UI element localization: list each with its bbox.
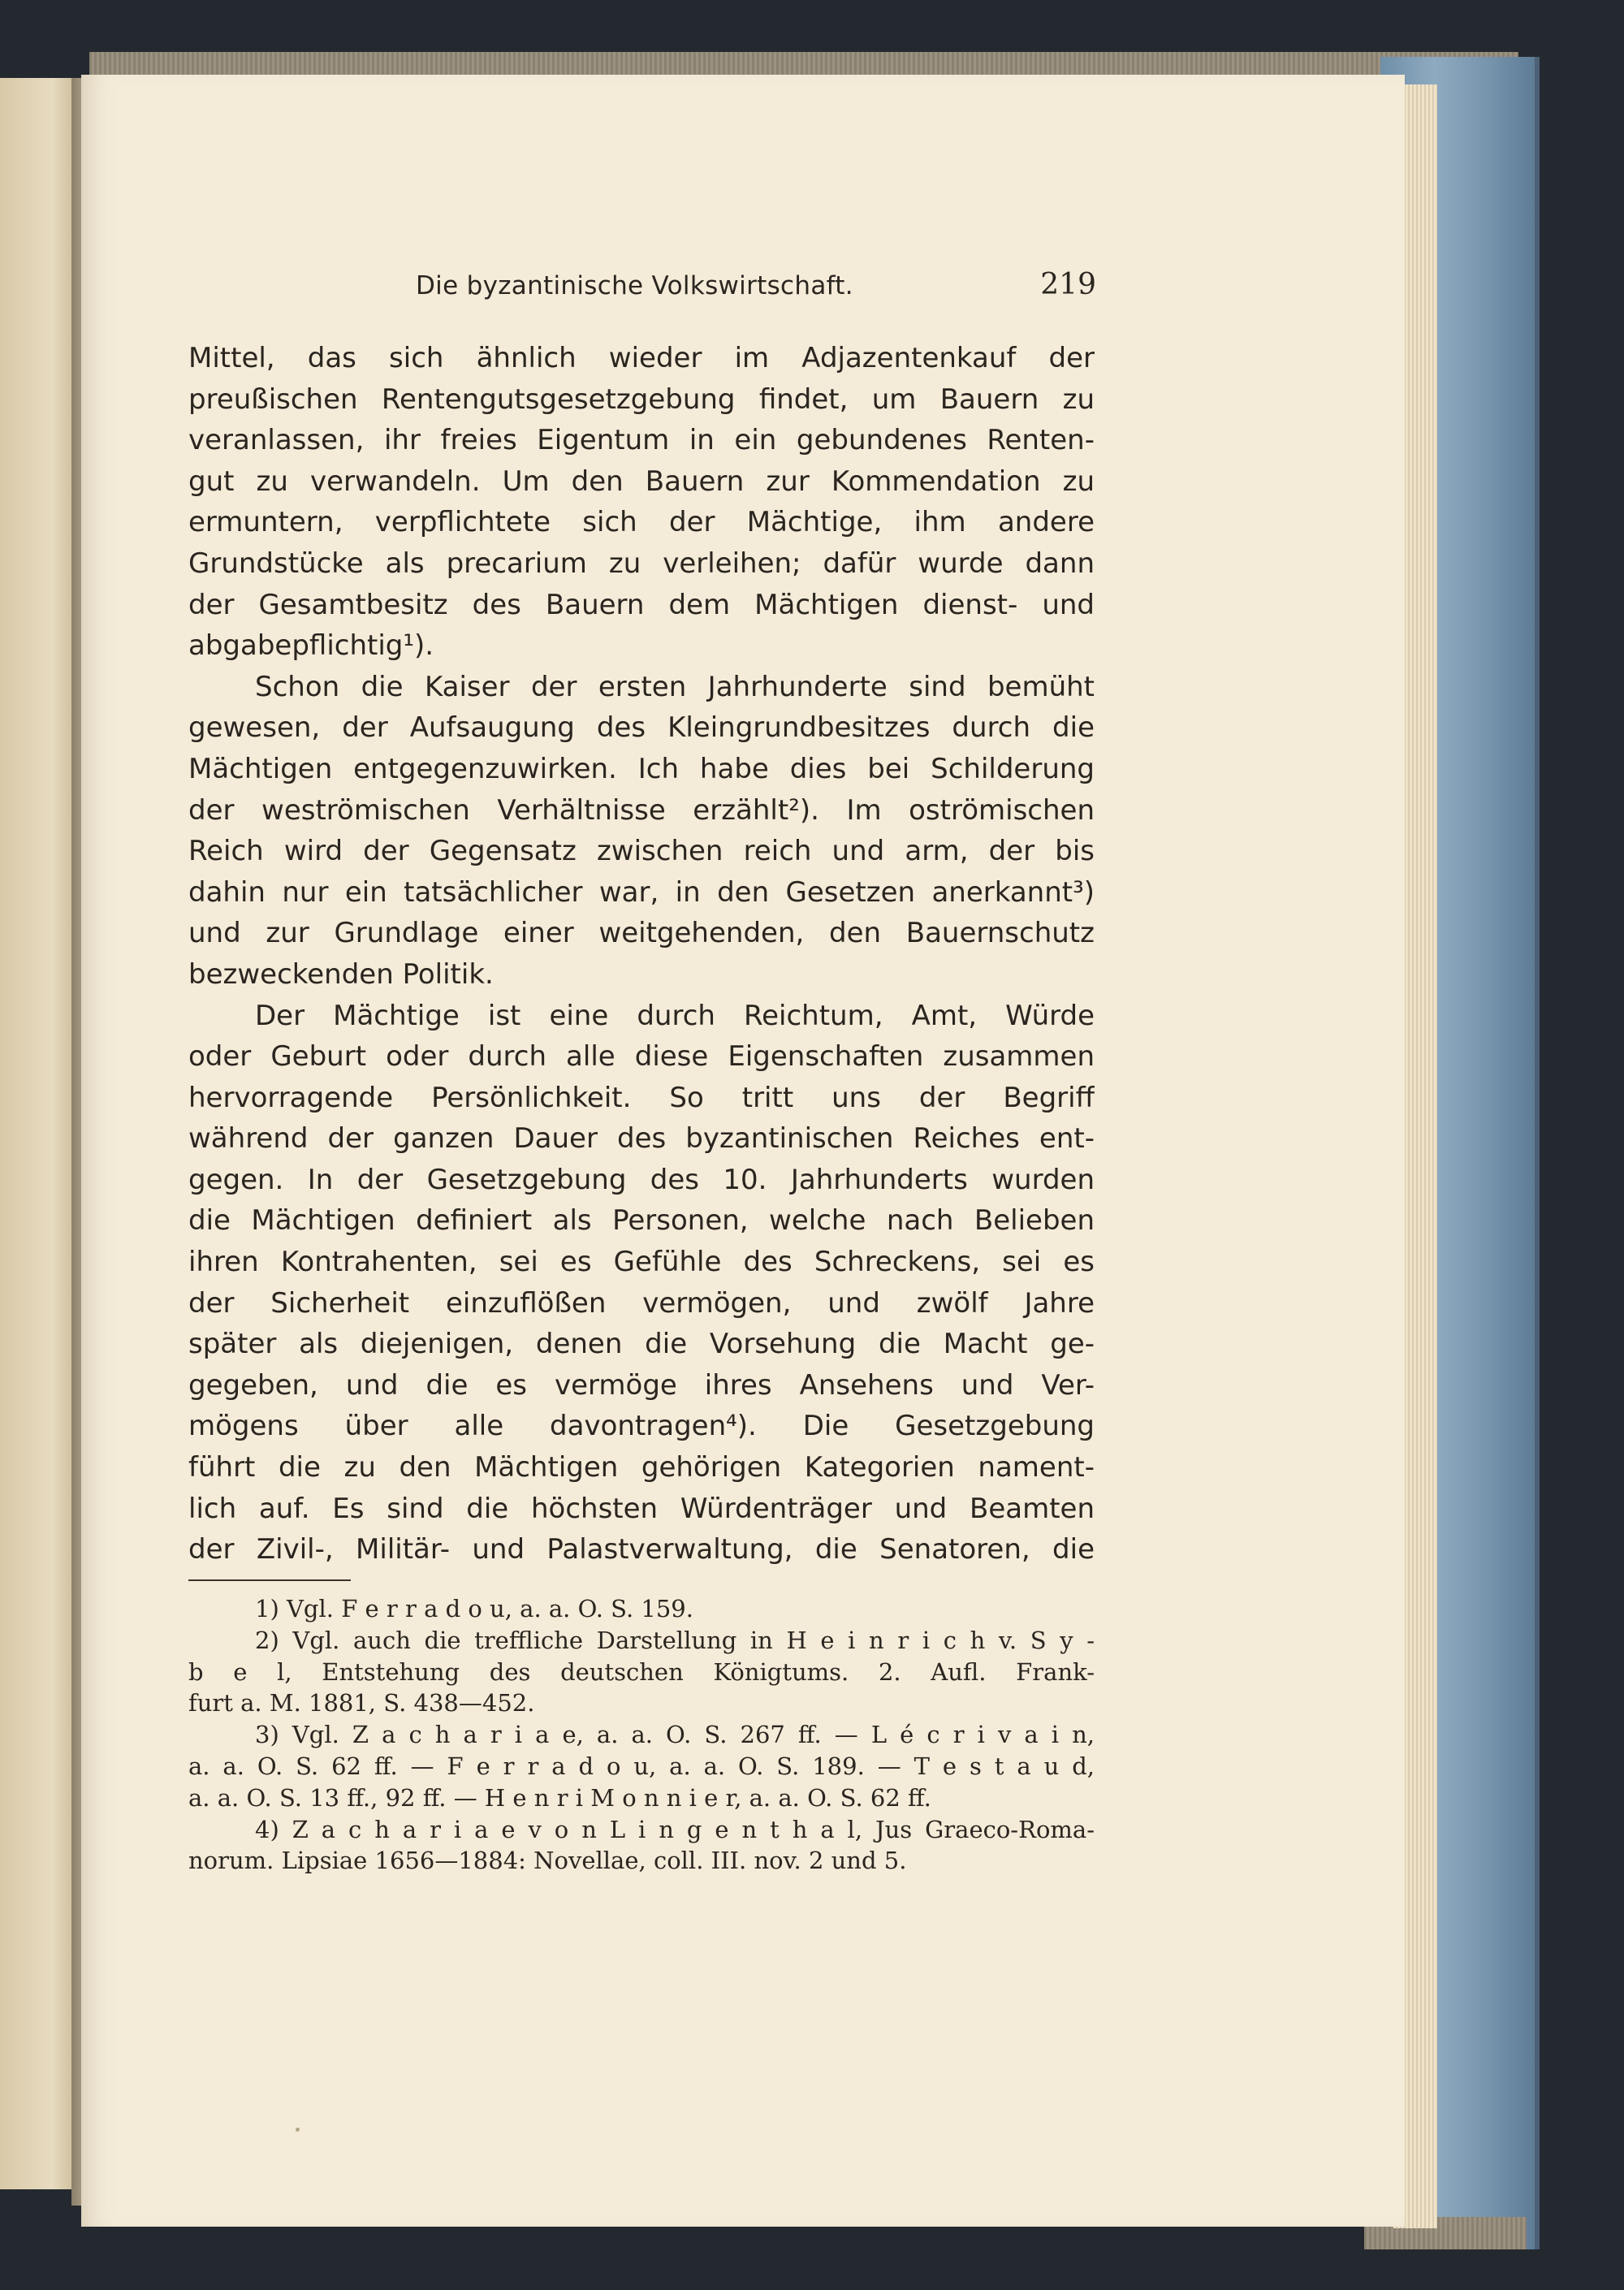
text-line: der Sicherheit einzuflößen vermögen, und zwölf Jahre	[188, 1286, 1095, 1320]
text-line: der Zivil-, Militär- und Palastverwaltung, die Senatoren, die	[188, 1533, 1095, 1566]
text-line: Der Mächtige ist eine durch Reichtum, Amt, Würde	[255, 999, 1095, 1032]
footnote-line: a. a. O. S. 13 ff., 92 ff. — H e n r i M o n n i e r, a. a. O. S. 62 ff.	[188, 1783, 931, 1812]
text-line: hervorragende Persönlichkeit. So tritt uns der Begriff	[188, 1081, 1095, 1114]
text-line: Reich wird der Gegensatz zwischen reich und arm, der bis	[188, 835, 1095, 868]
text-line: während der ganzen Dauer des byzantinischen Reiches ent-	[188, 1122, 1095, 1156]
text-line: ermuntern, verpflichtete sich der Mächtige, ihm andere	[188, 506, 1095, 539]
footnote-line: norum. Lipsiae 1656—1884: Novellae, coll. III. nov. 2 und 5.	[188, 1847, 907, 1875]
text-line: gut zu verwandeln. Um den Bauern zur Kommendation zu	[188, 464, 1095, 498]
text-line: gewesen, der Aufsaugung des Kleingrundbesitzes durch die	[188, 711, 1095, 745]
footnote-line: 3) Vgl. Z a c h a r i a e, a. a. O. S. 267 ff. — L é c r i v a i n,	[255, 1721, 1095, 1749]
text-line: ihren Kontrahenten, sei es Gefühle des Schreckens, sei es	[188, 1246, 1095, 1279]
footnote-line: 4) Z a c h a r i a e v o n L i n g e n t h a l, Jus Graeco-Roma-	[255, 1815, 1095, 1843]
text-line: Grundstücke als precarium zu verleihen; dafür wurde dann	[188, 547, 1095, 580]
footnote-line: 1) Vgl. F e r r a d o u, a. a. O. S. 159.	[255, 1595, 693, 1622]
footnote-line: b e l, Entstehung des deutschen Königtums. 2. Aufl. Frank-	[188, 1657, 1095, 1686]
facing-page-edge	[0, 78, 75, 2189]
text-line: dahin nur ein tatsächlicher war, in den Gesetzen anerkannt³)	[188, 875, 1095, 909]
text-line: oder Geburt oder durch alle diese Eigenschaften zusammen	[188, 1040, 1095, 1074]
text-line: gegeben, und die es vermöge ihres Ansehens und Ver-	[188, 1368, 1095, 1402]
text-line: lich auf. Es sind die höchsten Würdenträger und Beamten	[188, 1492, 1095, 1525]
footnote-separator	[188, 1579, 351, 1581]
text-line: veranlassen, ihr freies Eigentum in ein gebundenes Renten-	[188, 424, 1095, 457]
text-line: führt die zu den Mächtigen gehörigen Kategorien nament-	[188, 1451, 1095, 1484]
text-line: und zur Grundlage einer weitgehenden, den Bauernschutz	[188, 917, 1095, 950]
text-line: abgabepflichtig¹).	[188, 629, 434, 663]
running-title: Die byzantinische Volkswirtschaft.	[416, 271, 853, 300]
main-text	[188, 338, 1095, 1571]
text-line: der weströmischen Verhältnisse erzählt²). Im oströmischen	[188, 793, 1095, 827]
footnote-line: 2) Vgl. auch die treffliche Darstellung in H e i n r i c h v. S y -	[255, 1626, 1095, 1654]
page-number: 219	[1040, 268, 1096, 301]
text-line: Mittel, das sich ähnlich wieder im Adjazentenkauf der	[188, 342, 1095, 374]
text-line: mögens über alle davontragen⁴). Die Gesetzgebung	[188, 1410, 1095, 1443]
footnote-line: furt a. M. 1881, S. 438—452.	[188, 1689, 535, 1718]
text-line: später als diejenigen, denen die Vorsehung die Macht ge-	[188, 1328, 1095, 1361]
text-line: bezweckenden Politik.	[188, 957, 494, 991]
text-line: Schon die Kaiser der ersten Jahrhunderte sind bemüht	[255, 670, 1095, 703]
text-line: die Mächtigen definiert als Personen, welche nach Belieben	[188, 1204, 1095, 1238]
running-header	[416, 268, 1096, 309]
paper-speck	[296, 2128, 300, 2132]
text-line: gegen. In der Gesetzgebung des 10. Jahrhunderts wurden	[188, 1163, 1095, 1196]
footnotes	[188, 1593, 1095, 1877]
text-line: der Gesamtbesitz des Bauern dem Mächtigen dienst- und	[188, 588, 1095, 621]
text-line: Mächtigen entgegenzuwirken. Ich habe dies bei Schilderung	[188, 752, 1095, 785]
footnote-line: a. a. O. S. 62 ff. — F e r r a d o u, a. a. O. S. 189. — T e s t a u d,	[188, 1752, 1095, 1780]
text-line: preußischen Rentengutsgesetzgebung findet, um Bauern zu	[188, 382, 1095, 416]
